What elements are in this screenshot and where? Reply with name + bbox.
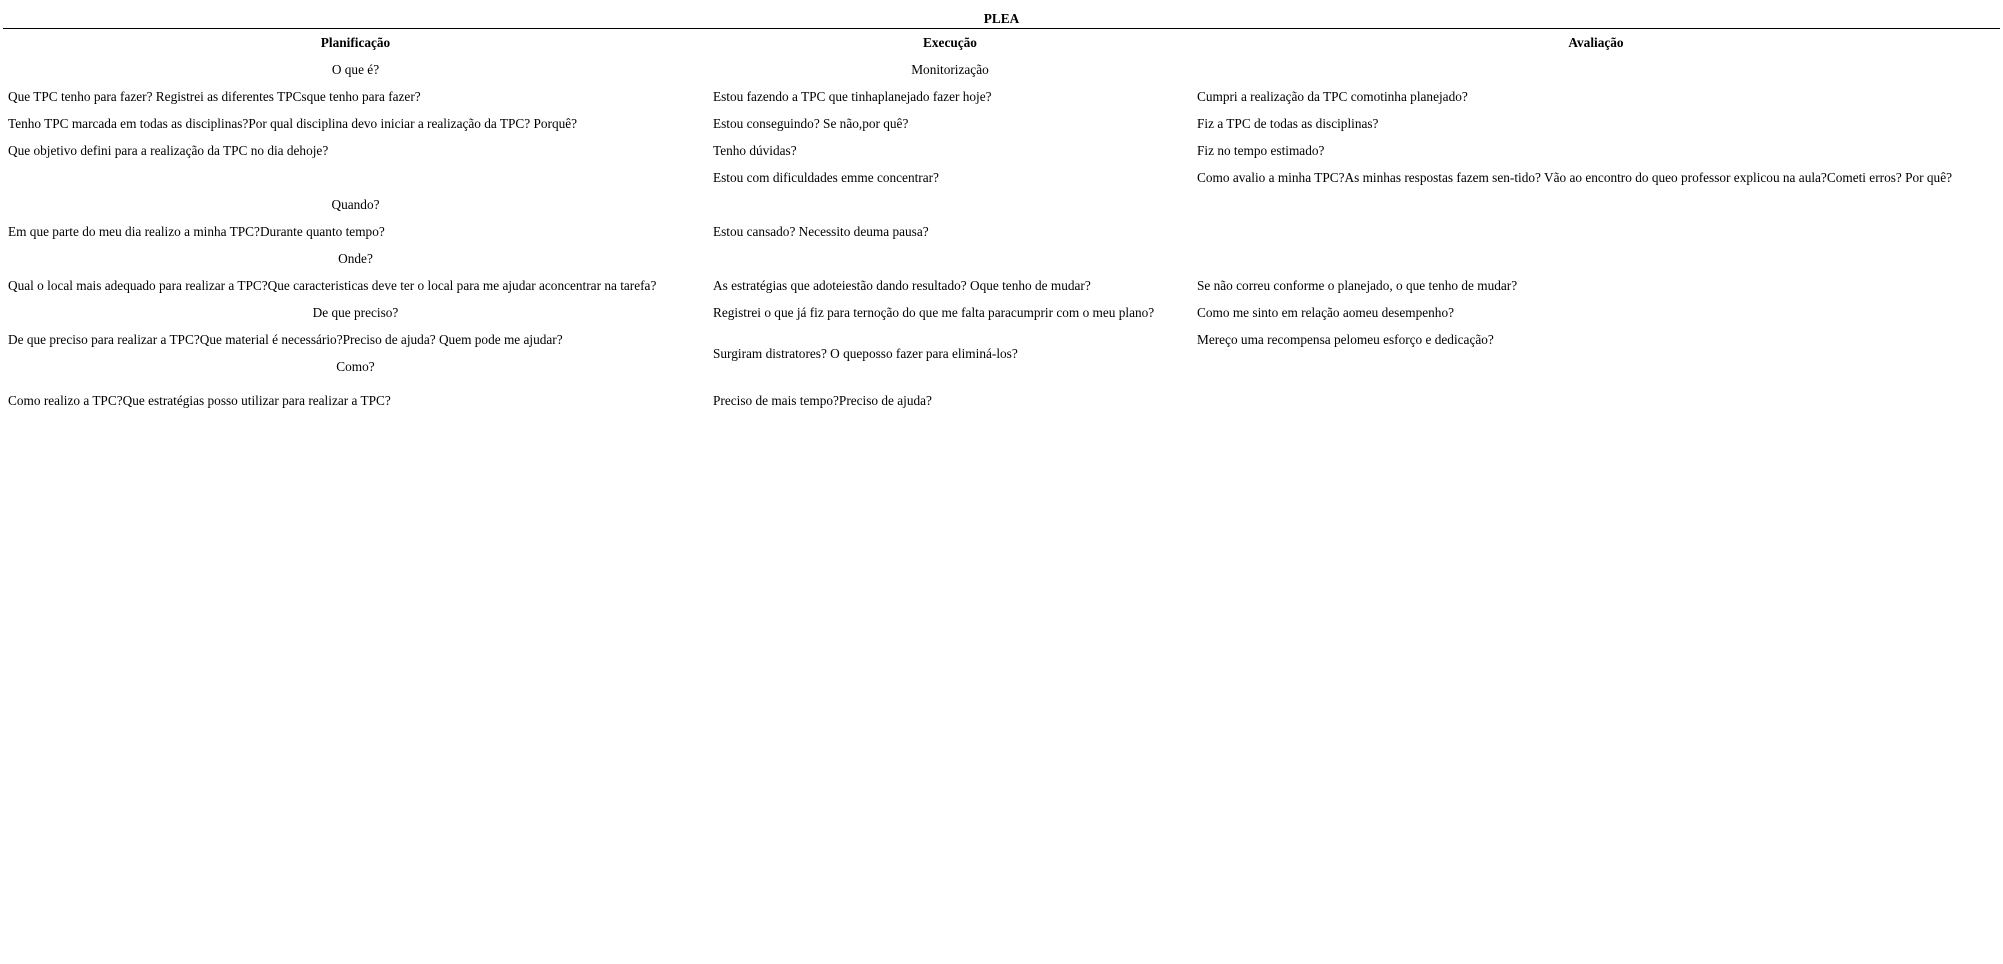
table-cell [1192, 218, 2000, 245]
table-cell [1192, 353, 2000, 380]
table-cell: De que preciso para realizar a TPC?Que material é necessário?Preciso de ajuda? Quem pode me ajudar? [8, 332, 563, 347]
title-row [3, 8, 2000, 29]
table-cell: Como realizo a TPC?Que estratégias posso utilizar para realizar a TPC? [8, 393, 391, 408]
table-cell: Surgiram distratores? O queposso fazer para eliminá-los? [713, 345, 1018, 361]
table-row [3, 83, 2000, 110]
table-cell [708, 191, 1192, 218]
table-row [3, 326, 2000, 353]
section-label-onde: Onde? [338, 251, 373, 266]
table-row [3, 137, 2000, 164]
table-row [3, 56, 2000, 83]
table-cell: Estou conseguindo? Se não,por quê? [713, 116, 909, 131]
table-cell: Cumpri a realização da TPC comotinha planejado? [1197, 89, 1468, 104]
table-row [3, 245, 2000, 272]
table-cell: Como avalio a minha TPC?As minhas respostas fazem sen-tido? Vão ao encontro do queo professor explicou na aula?Cometi erros? Por quê? [1197, 170, 1953, 185]
header-avaliacao: Avaliação [1568, 35, 1624, 50]
table-title: PLEA [3, 8, 2000, 29]
table-cell: As estratégias que adoteiestão dando resultado? Oque tenho de mudar? [713, 278, 1091, 293]
table-cell: Fiz a TPC de todas as disciplinas? [1197, 116, 1379, 131]
table-cell [1192, 380, 2000, 421]
header-execucao: Execução [923, 35, 977, 50]
table-cell: Em que parte do meu dia realizo a minha TPC?Durante quanto tempo? [8, 224, 385, 239]
table-cell: Se não correu conforme o planejado, o que tenho de mudar? [1197, 278, 1518, 293]
table-row [3, 110, 2000, 137]
section-label-quando: Quando? [331, 197, 380, 212]
section-label-como: Como? [336, 359, 375, 374]
table-cell: Tenho dúvidas? [713, 143, 797, 158]
table-row [3, 218, 2000, 245]
table-cell [3, 164, 708, 191]
section-label-o-que-e: O que é? [331, 62, 380, 77]
table-cell: Registrei o que já fiz para ternoção do que me falta paracumprir com o meu plano? [713, 305, 1155, 320]
header-planificacao: Planificação [320, 35, 391, 50]
table-cell [1192, 56, 2000, 83]
table-cell: Fiz no tempo estimado? [1197, 143, 1325, 158]
header-row [3, 29, 2000, 57]
table-cell: Mereço uma recompensa pelomeu esforço e dedicação? [1197, 332, 1494, 347]
table-cell [1192, 191, 2000, 218]
table-cell: Estou cansado? Necessito deuma pausa? [713, 224, 929, 239]
table-cell: Estou fazendo a TPC que tinhaplanejado fazer hoje? [713, 89, 992, 104]
table-cell: Qual o local mais adequado para realizar a TPC?Que caracteristicas deve ter o local para me ajudar aconcentrar na tarefa? [8, 278, 657, 293]
table-row [3, 272, 2000, 299]
table-row [3, 380, 2000, 421]
table-cell: Que TPC tenho para fazer? Registrei as diferentes TPCsque tenho para fazer? [8, 89, 421, 104]
table-cell: Tenho TPC marcada em todas as disciplinas?Por qual disciplina devo iniciar a realização da TPC? Porquê? [8, 116, 578, 131]
section-label-monitorizacao: Monitorização [911, 62, 989, 77]
table-cell: Que objetivo defini para a realização da TPC no dia dehoje? [8, 143, 329, 158]
table-row [3, 164, 2000, 191]
table-cell [708, 245, 1192, 272]
table-cell [1192, 245, 2000, 272]
table-cell: Preciso de mais tempo?Preciso de ajuda? [713, 393, 932, 408]
plea-table [3, 8, 2000, 421]
table-cell: Estou com dificuldades emme concentrar? [713, 170, 939, 185]
table-row [3, 191, 2000, 218]
table-row [3, 299, 2000, 326]
section-label-de-que-preciso: De que preciso? [312, 305, 399, 320]
table-cell: Como me sinto em relação aomeu desempenho? [1197, 305, 1454, 320]
